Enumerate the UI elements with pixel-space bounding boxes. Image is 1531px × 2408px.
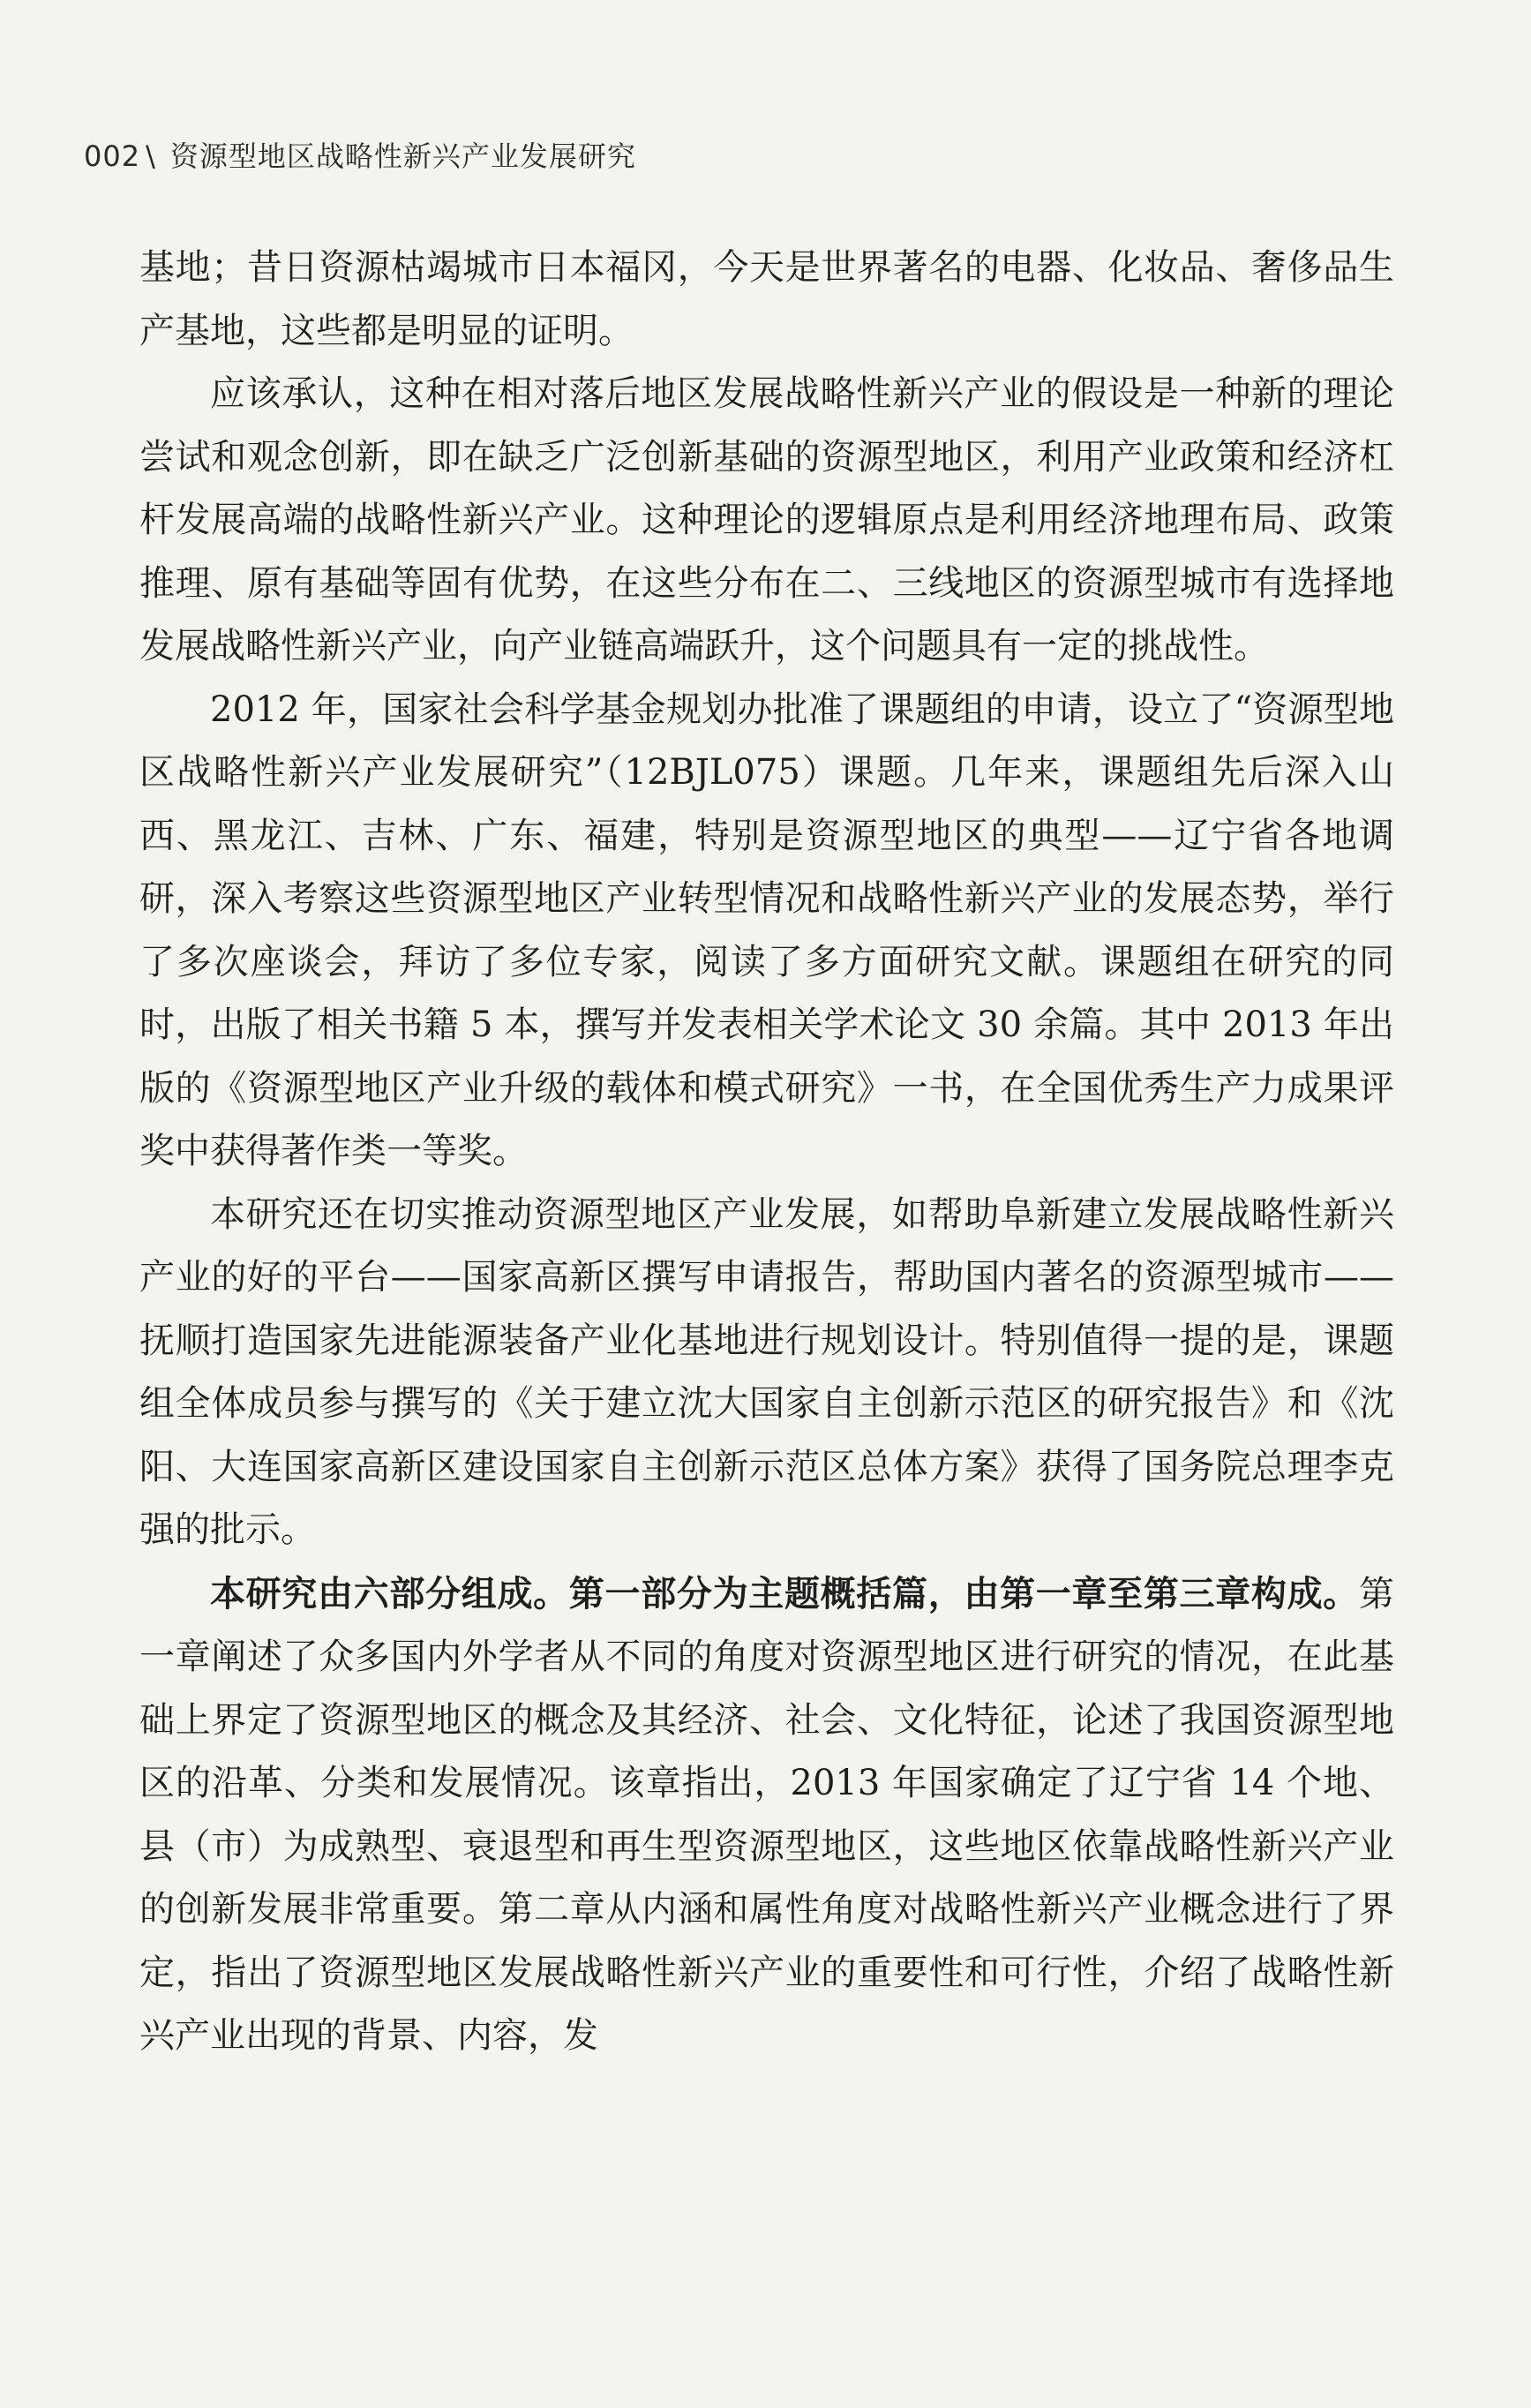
paragraph bbox=[139, 679, 1394, 1184]
paragraph bbox=[139, 237, 1394, 363]
header-separator: \ bbox=[146, 139, 156, 173]
running-header bbox=[84, 134, 636, 175]
page-number: 002 bbox=[84, 139, 141, 173]
body-text bbox=[139, 237, 1394, 2068]
paragraph-text: 第一章阐述了众多国内外学者从不同的角度对资源型地区进行研究的情况，在此基础上界定了资源型地区的概念及其经济、社会、文化特征，论述了我国资源型地区的沿革、分类和发展情况。该章指出，2013 年国家确定了辽宁省 14 个地、县（市）为成熟型、衰退型和再生型资源型地区，这些地区依靠战略性新兴产业的创新发展非常重要。第二章从内涵和属性角度对战略性新兴产业概念进行了界定，指出了资源型地区发展战略性新兴产业的重要性和可行性，介绍了战略性新兴产业出现的背景、内容，发 bbox=[139, 1573, 1394, 2056]
paragraph-text: 2012 年，国家社会科学基金规划办批准了课题组的申请，设立了“资源型地区战略性新兴产业发展研究”（12BJL075）课题。几年来，课题组先后深入山西、黑龙江、吉林、广东、福建，特别是资源型地区的典型——辽宁省各地调研，深入考察这些资源型地区产业转型情况和战略性新兴产业的发展态势，举行了多次座谈会，拜访了多位专家，阅读了多方面研究文献。课题组在研究的同时，出版了相关书籍 5 本，撰写并发表相关学术论文 30 余篇。其中 2013 年出版的《资源型地区产业升级的载体和模式研究》一书，在全国优秀生产力成果评奖中获得著作类一等奖。 bbox=[139, 689, 1394, 1171]
paragraph-bold-lead: 本研究由六部分组成。第一部分为主题概括篇，由第一章至第三章构成。 bbox=[210, 1572, 1359, 1614]
book-title: 资源型地区战略性新兴产业发展研究 bbox=[169, 139, 636, 173]
paragraph bbox=[139, 363, 1394, 679]
paragraph-text: 应该承认，这种在相对落后地区发展战略性新兴产业的假设是一种新的理论尝试和观念创新，即在缺乏广泛创新基础的资源型地区，利用产业政策和经济杠杆发展高端的战略性新兴产业。这种理论的逻辑原点是利用经济地理布局、政策推理、原有基础等固有优势，在这些分布在二、三线地区的资源型城市有选择地发展战略性新兴产业，向产业链高端跃升，这个问题具有一定的挑战性。 bbox=[139, 373, 1394, 666]
paragraph bbox=[139, 1184, 1394, 1562]
paragraph-text: 本研究还在切实推动资源型地区产业发展，如帮助阜新建立发展战略性新兴产业的好的平台——国家高新区撰写申请报告，帮助国内著名的资源型城市——抚顺打造国家先进能源装备产业化基地进行规划设计。特别值得一提的是，课题组全体成员参与撰写的《关于建立沈大国家自主创新示范区的研究报告》和《沈阳、大连国家高新区建设国家自主创新示范区总体方案》获得了国务院总理李克强的批示。 bbox=[139, 1193, 1394, 1550]
paragraph-text: 基地；昔日资源枯竭城市日本福冈，今天是世界著名的电器、化妆品、奢侈品生产基地，这些都是明显的证明。 bbox=[139, 247, 1394, 351]
paragraph bbox=[139, 1562, 1394, 2068]
